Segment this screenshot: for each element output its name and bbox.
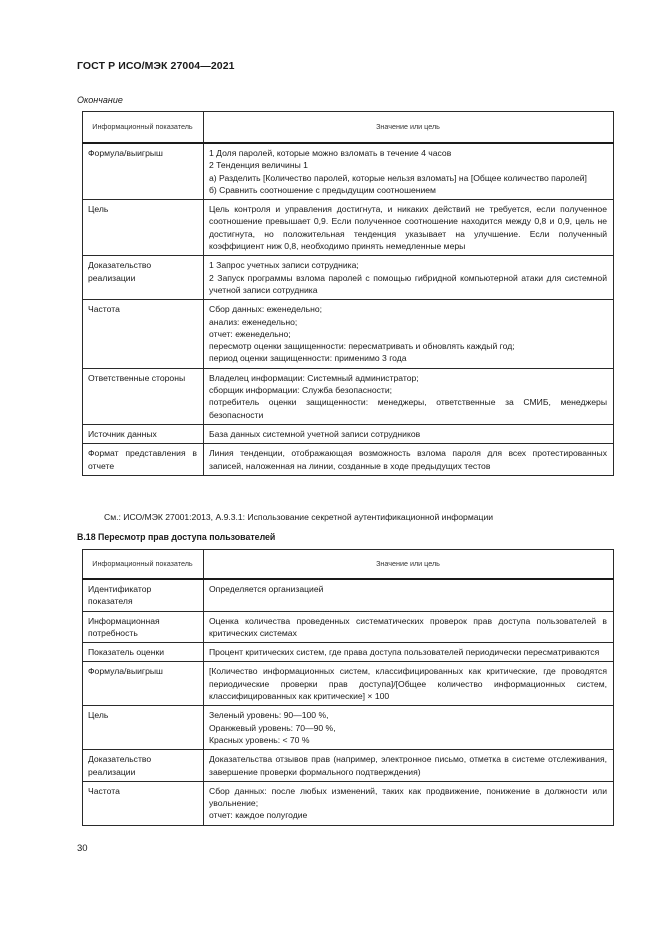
indicator-table-continued	[82, 111, 614, 476]
table-row	[83, 200, 614, 256]
indicator-value	[204, 750, 614, 782]
indicator-label: Информационная потребность	[83, 611, 204, 643]
value-line: База данных системной учетной записи сотрудников	[209, 428, 421, 439]
indicator-value	[204, 300, 614, 368]
continuation-label: Окончание	[77, 95, 123, 105]
indicator-label: Цель	[83, 200, 204, 256]
value-line: сборщик информации: Служба безопасности;	[209, 385, 393, 396]
table-header-row	[83, 550, 614, 580]
value-line: 2 Тенденция величины 1	[209, 160, 308, 171]
indicator-value	[204, 143, 614, 200]
value-line: Оценка количества проведенных систематических проверок прав доступа пользователей в критических системах	[209, 615, 607, 638]
value-line: Зеленый уровень: 90—100 %,	[209, 710, 329, 721]
table-row	[83, 444, 614, 476]
table-row	[83, 300, 614, 368]
page-number: 30	[77, 843, 88, 854]
table-row	[83, 662, 614, 706]
document-header: ГОСТ Р ИСО/МЭК 27004—2021	[77, 60, 235, 72]
header-value: Значение или цель	[204, 550, 614, 580]
value-line: Красных уровень: < 70 %	[209, 734, 310, 745]
value-line: потребитель оценки защищенности: менеджеры, ответственные за СМИБ, менеджеры безопасности	[209, 397, 607, 420]
indicator-value	[204, 424, 614, 443]
table-row	[83, 643, 614, 662]
indicator-label: Формат представления в отчете	[83, 444, 204, 476]
value-line: Оранжевый уровень: 70—90 %,	[209, 722, 336, 733]
table-row	[83, 579, 614, 611]
value-line: отчет: каждое полугодие	[209, 810, 308, 821]
value-line: б) Сравнить соотношение с предыдущим соотношением	[209, 184, 436, 195]
indicator-value	[204, 200, 614, 256]
value-line: Сбор данных: после любых изменений, таких как продвижение, понижение в должности или увольнение;	[209, 785, 607, 809]
table-row	[83, 368, 614, 424]
value-line: Цель контроля и управления достигнута, и никаких действий не требуется, если полученное соотношение превышает 0,9. Если полученное соотношение находится между 0,8 и 0,9, цель не достигнута, но положительная тенденция указывает на улучшение. Если полученный коэффициент ниж 0,8, необходимо принять немедленные меры	[209, 204, 607, 252]
table-row	[83, 750, 614, 782]
value-line: Процент критических систем, где права доступа пользователей периодически пересматриваются	[209, 647, 600, 658]
indicator-value	[204, 662, 614, 706]
value-line: Определяется организацией	[209, 584, 324, 594]
value-line: анализ: еженедельно;	[209, 316, 298, 327]
indicator-value	[204, 256, 614, 300]
indicator-label: Ответственные стороны	[83, 368, 204, 424]
value-line: пересмотр оценки защищенности: пересматривать и обновлять каждый год;	[209, 341, 515, 352]
indicator-label: Идентификатор показателя	[83, 579, 204, 611]
indicator-value	[204, 579, 614, 611]
value-line: 1 Запрос учетных записи сотрудника;	[209, 260, 359, 271]
indicator-label: Цель	[83, 706, 204, 750]
header-value: Значение или цель	[204, 112, 614, 144]
table-header-row	[83, 112, 614, 144]
value-line: Сбор данных: еженедельно;	[209, 304, 323, 315]
indicator-label: Формула/выигрыш	[83, 143, 204, 200]
table-row	[83, 611, 614, 643]
header-indicator: Информационный показатель	[83, 550, 204, 580]
value-line: [Количество информационных систем, классифицированных как критические, где проводятся периодические проверки прав доступа]/[Общее количество информационных систем, классифицированных как критические] × 100	[209, 666, 607, 702]
indicator-value	[204, 611, 614, 643]
table-row	[83, 706, 614, 750]
value-line: Доказательства отзывов прав (например, электронное письмо, отметка в системе отслеживания, завершение проверки формального подтверждения)	[209, 754, 607, 777]
indicator-value	[204, 444, 614, 476]
table-row	[83, 143, 614, 200]
indicator-value	[204, 643, 614, 662]
table-body	[83, 143, 614, 475]
indicator-label: Источник данных	[83, 424, 204, 443]
indicator-label: Частота	[83, 781, 204, 825]
indicator-value	[204, 368, 614, 424]
indicator-value	[204, 706, 614, 750]
indicator-label: Формула/выигрыш	[83, 662, 204, 706]
indicator-label: Частота	[83, 300, 204, 368]
indicator-value	[204, 781, 614, 825]
value-line: 1 Доля паролей, которые можно взломать в течение 4 часов	[209, 148, 452, 158]
table-row	[83, 781, 614, 825]
indicator-table-b18	[82, 549, 614, 826]
table-body	[83, 579, 614, 825]
see-also-reference: См.: ИСО/МЭК 27001:2013, А.9.3.1: Использование секретной аутентификационной информации	[104, 512, 494, 522]
header-indicator: Информационный показатель	[83, 112, 204, 144]
table-row	[83, 424, 614, 443]
value-line: период оценки защищенности: применимо 3 года	[209, 353, 407, 364]
indicator-label: Доказательство реализации	[83, 256, 204, 300]
value-line: Владелец информации: Системный администратор;	[209, 372, 419, 383]
value-line: Линия тенденции, отображающая возможность взлома пароля для всех протестированных записей, наложенная на линии, созданные в ходе предыдущих тестов	[209, 448, 607, 471]
indicator-label: Доказательство реализации	[83, 750, 204, 782]
indicator-label: Показатель оценки	[83, 643, 204, 662]
table-row	[83, 256, 614, 300]
value-line: отчет: еженедельно;	[209, 328, 291, 339]
value-line: 2 Запуск программы взлома паролей с помощью гибридной компьютерной атаки для системной учетной записи сотрудника	[209, 272, 607, 295]
value-line: а) Разделить [Количество паролей, которые нельзя взломать] на [Общее количество паролей]	[209, 172, 587, 183]
section-title: В.18 Пересмотр прав доступа пользователей	[77, 532, 276, 542]
